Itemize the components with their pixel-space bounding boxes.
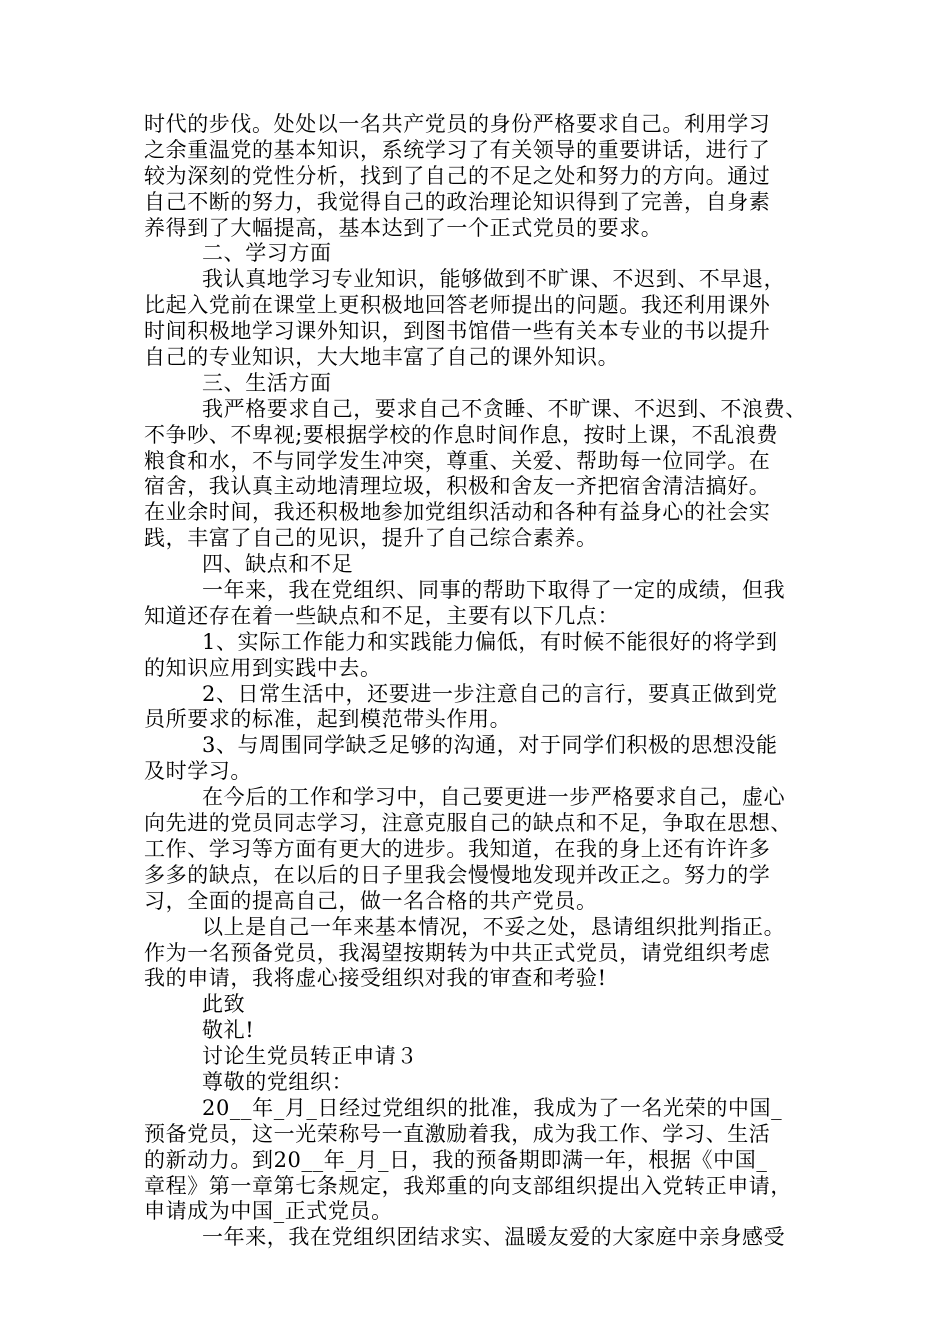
text-line: 我认真地学习专业知识，能够做到不旷课、不迟到、不早退， [202, 267, 786, 292]
text-line: 较为深刻的党性分析，找到了自己的不足之处和努力的方向。通过 [144, 163, 771, 188]
text-line: 及时学习。 [144, 759, 252, 784]
text-line: 比起入党前在课堂上更积极地回答老师提出的问题。我还利用课外 [144, 293, 771, 318]
text-line: 不争吵、不卑视;要根据学校的作息时间作息，按时上课，不乱浪费 [144, 422, 779, 447]
text-line: 3、与周围同学缺乏足够的沟通，对于同学们积极的思想没能 [202, 733, 778, 758]
text-line: 员所要求的标准，起到模范带头作用。 [144, 707, 512, 732]
text-line: 1、实际工作能力和实践能力偏低，有时候不能很好的将学到 [202, 629, 778, 654]
text-line: 敬礼! [202, 1018, 255, 1043]
text-line: 申请成为中国_正式党员。 [144, 1199, 393, 1224]
text-line: 我的申请，我将虚心接受组织对我的审查和考验! [144, 966, 607, 991]
text-line: 知道还存在着一些缺点和不足，主要有以下几点： [144, 603, 620, 628]
text-line: 此致 [202, 992, 246, 1017]
text-line: 的新动力。到20__年_月_日，我的预备期即满一年，根据《中国_ [144, 1147, 768, 1172]
text-line: 践，丰富了自己的见识，提升了自己综合素养。 [144, 526, 598, 551]
text-line: 20__年_月_日经过党组织的批准，我成为了一名光荣的中国_ [202, 1095, 783, 1120]
text-line: 作为一名预备党员，我渴望按期转为中共正式党员，请党组织考虑 [144, 940, 771, 965]
text-line: 宿舍，我认真主动地清理垃圾，积极和舍友一齐把宿舍清洁搞好。 [144, 474, 771, 499]
text-line: 多多的缺点，在以后的日子里我会慢慢地发现并改正之。努力的学 [144, 862, 771, 887]
text-line: 在今后的工作和学习中，自己要更进一步严格要求自己，虚心 [202, 785, 786, 810]
text-line: 的知识应用到实践中去。 [144, 655, 382, 680]
text-line: 时代的步伐。处处以一名共产党员的身份严格要求自己。利用学习 [144, 112, 771, 136]
text-line: 习，全面的提高自己，做一名合格的共产党员。 [144, 888, 598, 913]
text-line: 以上是自己一年来基本情况，不妥之处，恳请组织批判指正。 [202, 914, 786, 939]
text-line: 向先进的党员同志学习，注意克服自己的缺点和不足，争取在思想、 [144, 811, 792, 836]
text-line: 养得到了大幅提高，基本达到了一个正式党员的要求。 [144, 215, 663, 240]
document-page [144, 112, 814, 1251]
text-line: 三、生活方面 [202, 370, 332, 395]
text-line: 粮食和水，不与同学发生冲突，尊重、关爱、帮助每一位同学。在 [144, 448, 771, 473]
text-line: 自己的专业知识，大大地丰富了自己的课外知识。 [144, 345, 620, 370]
text-line: 时间积极地学习课外知识，到图书馆借一些有关本专业的书以提升 [144, 319, 771, 344]
text-line: 一年来，我在党组织、同事的帮助下取得了一定的成绩，但我 [202, 578, 786, 603]
text-line: 2、日常生活中，还要进一步注意自己的言行，要真正做到党 [202, 681, 778, 706]
text-line: 二、学习方面 [202, 241, 332, 266]
text-line: 工作、学习等方面有更大的进步。我知道，在我的身上还有许许多 [144, 836, 771, 861]
text-line: 自己不断的努力，我觉得自己的政治理论知识得到了完善，自身素 [144, 189, 771, 214]
text-line: 之余重温党的基本知识，系统学习了有关领导的重要讲话，进行了 [144, 137, 771, 162]
text-line: 讨论生党员转正申请３ [202, 1044, 418, 1069]
text-line: 四、缺点和不足 [202, 552, 354, 577]
text-line: 我严格要求自己，要求自己不贪睡、不旷课、不迟到、不浪费、 [202, 396, 807, 421]
text-line: 尊敬的党组织： [202, 1069, 354, 1094]
text-line: 在业余时间，我还积极地参加党组织活动和各种有益身心的社会实 [144, 500, 771, 525]
text-line: 预备党员，这一光荣称号一直激励着我，成为我工作、学习、生活 [144, 1121, 771, 1146]
text-line: 一年来，我在党组织团结求实、温暖友爱的大家庭中亲身感受 [202, 1225, 786, 1250]
text-line: 章程》第一章第七条规定，我郑重的向支部组织提出入党转正申请， [144, 1173, 792, 1198]
